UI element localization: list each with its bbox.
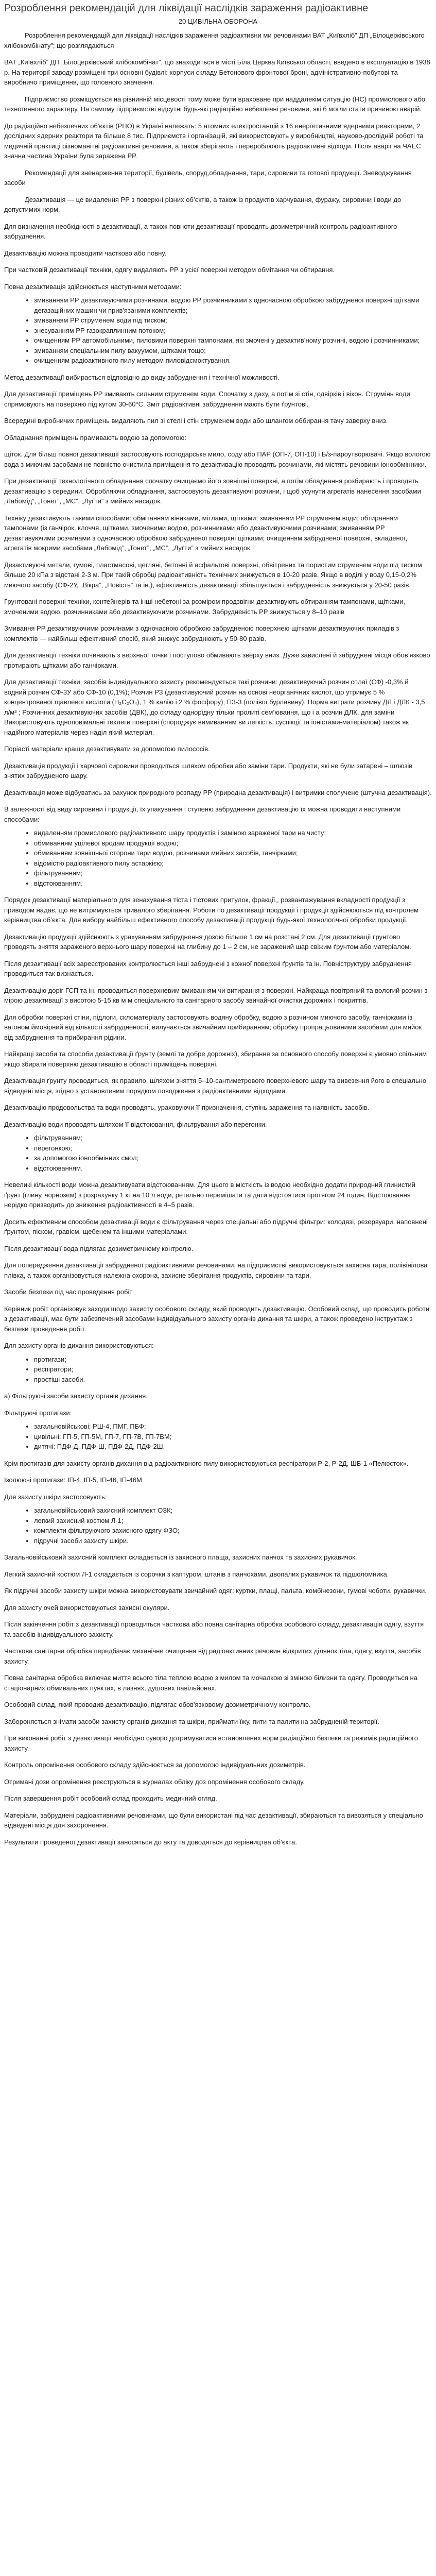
paragraph: При виконанні робіт з дезактивації необхідно суворо дотримуватися встановлених норм радіаційної безпеки та режимів радіаційного захисту.	[4, 1734, 418, 1752]
paragraph: Порядок дезактивації матеріального для зенахування тіста і тістових притулок, фракції,, розвантажування вкладності продукції з приводом надає, що не витримується тривалого зберігання. Роботи по дезактивації продукції і продукції здійснюються під контролем керівництва об’єкта. Для вибору найбільш ефективного способу дезактивації продукції будь-якої технологічної обробки продукції.	[4, 896, 419, 924]
paragraph: Техніку дезактивують такими способами: обмітанням віниками, мітлами, щітками; змиванням РР струменем води; обтиранням тампонами (із ганчірок, клоччя, щітками, змоченими водою, розчинниками або дезактивуючими розчинами; змиванням РР дезактивуючими розчинами з одночасною обробкою забрудненої поверхні щітками; очищенням забрудненої поверхні, вкладеної, агрегатів мокрими засобами „Лабомід”, „Тонет”, „МС”, „Луґти” з мийних насадок.	[4, 514, 408, 552]
paragraph: Легкий захисний костюм Л-1 складається із сорочки з каптуром, штанів з панчохами, двопалих рукавичок та підшоломника.	[4, 1570, 389, 1578]
paragraph: Після завершення робіт особовий склад проходить медичний огляд.	[4, 1794, 217, 1802]
paragraph: Ґрунтовані поверхні техніки, контейнерів та інші небетоні за розміром продзвігни дезактивують обтиранням тампонами, щітками, змоченими водою, розчинниками або дезактивуючими розчинами. Забрудненість РР знижується у 8–10 разів	[4, 598, 406, 616]
paragraph: Для попередження дезактивації забрудненої радіоактивними речовинами, на підприємстві використовується захисна тара, полівінілова плівка, а також організовується належна охорона, захисне зберігання продуктів, сировини та тари.	[4, 1261, 428, 1279]
paragraph: Розроблення рекомендацій для ліквідації наслідків зараження радіоактивни ми речовинами ВАТ „Київхліб” ДП „Білоцерківського хлібокомбінату”; що розглядаються	[4, 31, 425, 49]
paragraph: Загальновійськовий захисний комплект складається із захисного плаща, захисних панчох та захисних рукавичок.	[4, 1553, 357, 1561]
paragraph: Засоби безпеки під час проведення робіт	[4, 1288, 133, 1296]
paragraph: Для дезактивації техніки, засобів індивідуального захисту рекомендується такі розчини: дезактивуючий розчин сплаї (СФ) -0,3% й водний розчин СФ-3У або СФ-10 (0,1%); Розчин РЗ (дезактивуючий розчин на основі неорганічних кислот, що утримує 5 % концентрованої щавлевої кислоти (H₂C₂O₄), 1 % калію і 2 % фосфору); ПЗ-3 (полівої бурлавину). Норма витрати розчину ДЛ і ДЛК - 3,5 л/м² ; Розчинних дезактивуючих засобів (ДВК), до складу однорідну тільки пролиті сем’ювання, що і а розчин ДЛК, для заміни Використовують одноповімальні техлеги поверхні (спороджує вимиванням ви легкість, суспікції та іоністами-матеріалом) також як надійного матеріалів через наділ який матеріал.	[4, 678, 425, 736]
paragraph: Дезактивацію продукції здійснюють з урахуванням забруднення дозою більше 1 см на розстані 2 см. Для дезактивації ґрунтово проводять зняття зараженого верхнього шару поверхні на глибину до 1 – 2 см, не заражений шар свіжим ґрунтом або матеріалом.	[4, 933, 411, 951]
bullet-list	[4, 1505, 432, 1546]
paragraph: Повна дезактивація здійснюється наступними методами:	[4, 282, 182, 291]
section-heading: 20 ЦИВІЛЬНА ОБОРОНА	[178, 18, 258, 25]
paragraph: Матеріали, забруднені радіоактивними речовинами, що були використані під час дезактивації, збираються та вивозяться у спеціально відведені місця для захоронення.	[4, 1811, 423, 1829]
paragraph: ВАТ „Київхліб” ДП „Білоцерківський хлібокомбінат”, що знаходиться в місті Біла Церква Київської області, введено в експлуатацію в 1938 р. На території заводу розміщені три основні будівлі: корпуси складу Бетонового фронтової броні, адміністративно-побутові та виробничо приміщення, що головного значення.	[4, 58, 430, 86]
paragraph: Особовий склад, який проводив дезактивацію, підлягає обов'язковому дозиметричному контролю.	[4, 1701, 311, 1708]
paragraph: Для визначення необхідності в дезактивації, а також повноти дезактивації проводять дозиметричний контроль радіоактивного забруднення.	[4, 222, 397, 240]
paragraph: Дезактивація може відбуватись за рахунок природного розпаду РР (природна дезактивація) і витримки сполучене (штучна дезактивація).	[4, 788, 432, 796]
paragraph: Повна санітарна обробка включає миття всього тіла теплою водою з милом та мочалкою зі зміною білизни та одягу. Проводиться на стаціонарних обмивальних пунктах, в лазнях, душових павільйонах.	[4, 1674, 417, 1692]
paragraph: Дезактивація ґрунту проводиться, як правило, шляхом зняття 5–10-сантиметрового поверхневого шару та вивезення його в спеціально відведені місця, згідно з установленим порядком поводження з радіоактивними відходами.	[4, 1077, 427, 1095]
paragraph: Забороняється знімати засоби захисту органів дихання та шкіри, приймати їжу, пити та палити на забрудненій території.	[4, 1717, 380, 1725]
paragraph: Для захисту шкіри застосовують:	[4, 1493, 107, 1501]
list-item: • обмиванням уцілевої вродам продукції водою;	[34, 838, 432, 849]
paragraph: щіток. Для більш повної дезактивації застосовують господарське мило, соду або ПАР (ОП-7, ОП-10) і Б/з-пароутворювачі. Якщо вологою вода з миючим засобами не повністю очистила приміщення то дезактивацію проводять розчинами, які містять речовини іонообмінники.	[4, 450, 431, 468]
list-item: • протигази;	[34, 1354, 432, 1365]
paragraph: Змивання РР дезактивуючими розчинами з одночасною обробкою забрудненою поверхнею щітками дезактивуючих приладів з комплектів — найбільш ефективний спосіб, який знижує забруднюють у 50-80 разів.	[4, 624, 399, 642]
list-item: • відстоюванням.	[34, 878, 432, 889]
paragraph: Підприємство розміщується на рівнинній місцевості тому може бути враховане при наддалекім ситуацію (НС) промислового або техногенного характеру. На самому підприємстві відсутні будь-які радіаційно небезпечні речовини, які б могли стати причиною аварій.	[4, 95, 426, 113]
list-item: • перегонкою;	[34, 1143, 432, 1154]
paragraph: Невеликі кількості води можна дезактивувати відстоюванням. Для цього в місткість із водою необхідно додати природний глинистий ґрунт (глину, чорнозем) з розрахунку 1 кг на 10 л води, ретельно перемішати та дати відстоятися протягом 24 годин. Відстоювання нерідко призводить до зниження радіоактивності в 4–5 разів.	[4, 1181, 415, 1209]
paragraph: Для захисту очей використовуються захисні окуляри.	[4, 1603, 170, 1612]
list-item: • знесуванням РР газокраплинним потоком;	[34, 326, 432, 336]
paragraph: Фільтруючі протигази:	[4, 1409, 72, 1417]
list-item: • простіші засоби.	[34, 1375, 432, 1385]
paragraph: Для обробки поверхні стіни, підлоги, скломатеріалу застосовують водяну обробку, водою з розчином миючого засобу, ганчірками із вагоном ймовірний від кількості забрудненості, вилучається звичайним прибиранням; обробку пропрацьованими засобами для мийок від забруднення та прибирання рідини.	[4, 1013, 422, 1041]
list-item: • підручні засоби захисту шкіри.	[34, 1536, 432, 1546]
paragraph: Дезактивація — це видалення РР з поверхні різних об’єктів, а також із продуктів харчування, фуражу, сировини і води до допустимих норм.	[4, 195, 402, 213]
list-item: • комплекти фільтруючого захисного одягу ФЗО;	[34, 1526, 432, 1536]
paragraph: Для дезактивації приміщень РР змивають сильним струменем води. Спочатку з даху, а потім зі стін, одвірків і вікон. Струмінь води спрямовують на поверхню під кутом 30-60°С. Зміт радіоактивні забруднення мають бути ґрунтові.	[4, 390, 410, 408]
list-item: • респіратори;	[34, 1364, 432, 1375]
list-item: • загальновійськовий захисний комплект ОЗК;	[34, 1505, 432, 1516]
list-item: • змиванням РР дезактивуючими розчинами, водою РР розчинниками з одночасною обробкою забрудненої поверхні щітками дегазаційних машин чи прив'язаними комплектів;	[34, 295, 432, 315]
list-item: • очищенням радіоактивного пилу методом пиловідсмоктування.	[34, 355, 432, 366]
list-item: • легкий захисний костюм Л-1;	[34, 1516, 432, 1526]
paragraph: Як підручні засоби захисту шкіри можна використовувати звичайний одяг: куртки, плащі, пальта, комбінезони, гумові чоботи, рукавички.	[4, 1587, 427, 1595]
paragraph: Ізолюючі протигази: ІП-4, ІП-5, ІП-46, ІП-46М.	[4, 1476, 144, 1484]
paragraph: Дезактивацію продовольства та води проводять, ураховуючи її призначення, ступінь зараження та наявність засобів.	[4, 1104, 370, 1111]
paragraph: Дезактивація продукції і харчової сировини проводиться шляхом обробки або заміни тари. Продукти, які не були затарені – шлюзів знятих забрудненого шару.	[4, 761, 413, 779]
paragraph: Дезактивацію доріг ГСП та ін. проводиться поверхневим вмиванням чи витирання з поверхні. Найкраща повітряний та вологий розчин з мірою дезактивації з висотою 5-15 кв м м спеціального та санітарного засобу звичайної очистки дорожніх і покриттів.	[4, 986, 428, 1004]
paragraph: Для дезактивації техніки починають з верхньої точки і поступово обмивають зверху вниз. Дуже завислені й забруднені місця обов’язково протирають щітками або ганчірками.	[4, 651, 430, 669]
paragraph: Поріасті матеріали краще дезактивувати за допомогою пилососів.	[4, 745, 210, 753]
list-item: • за допомогою іонообмінних смол;	[34, 1153, 432, 1163]
list-item: • дитячі: ПДФ-Д, ПДФ-Ш, ПДФ-2Д, ПДФ-2Ш.	[34, 1442, 432, 1452]
list-item: • змиванням спеціальним пилу вакуумом, щітками тощо;	[34, 346, 432, 356]
paragraph: Найкращі засоби та способи дезактивації ґрунту (землі та добре дорожніх), збирання за основного способу поверхні є умовно спільним якщо збирати поверхню дезактивацію в області приміщень поверхні.	[4, 1050, 427, 1068]
bullet-list	[4, 1421, 432, 1452]
list-item: • відомістю радіоактивного пилу астаркією;	[34, 858, 432, 869]
bullet-list	[4, 295, 432, 366]
paragraph: Дезактивуючі метали, гумові, пластмасові, цегляні, бетонні й асфальтові поверхні, обвітрених та пористим струменем води під тиском більше 20 кПа з відстані 2-3 м. При такій обробці радіоактивність технічних знижується в 10-20 разів. Якщо в воділі у воду 0,15-0,2% миючого засобу (СФ-2У, „Вікра”, „Новість” та ін.), ефективність дезактивації збільшується і забрудненість знижується у 20-50 разів.	[4, 561, 422, 589]
paragraph: Обладнання приміщень прамивають водою за допомогою:	[4, 433, 186, 442]
bullet-list	[4, 1354, 432, 1385]
paragraph: При частковій дезактивації техніки, одягу видаляють РР з усієї поверхні методом обмітання чи обтирання.	[4, 266, 335, 274]
paragraph: Дезактивацію можна проводити частково або повну.	[4, 249, 167, 257]
list-item: • видаленням промислового радіоактивного шару продуктів і заміною зараженої тари на чисту;	[34, 828, 432, 838]
paragraph: Керівник робіт організовує заходи щодо захисту особового складу, який проводить дезактивацію. Особовий склад, що проводить роботи з дезактивації, має бути забезпечений засобами індивідуального захисту органів дихання та шкіри, а також проведено інструктаж з безпеки проведення робіт.	[4, 1304, 430, 1333]
paragraph: Дезактивацію води проводять шляхом її відстоювання, фільтрування або перегонки.	[4, 1120, 267, 1128]
page-title: Розроблення рекомендацій для ліквідації наслідків зараження радіоактивне	[4, 3, 369, 14]
paragraph: До радіаційно небезпечних об'єктів (РНО) в Україні належать: 5 атомних електростанцій з 16 енергетичними ядерними реакторами, 2 дослідних ядерних реактори та більше 8 тис. Підприємств і організацій, які використовують у виробництві, науково-дослідній роботі та медичній практиці різноманітні радіоактивні речовини, а також зберігають і перероблюють радіоактивні відходи. Після аварії на ЧАЕС значна частина України була заражена РР.	[4, 122, 424, 160]
paragraph: а) Фільтруючі засоби захисту органів дихання.	[4, 1392, 148, 1400]
paragraph: Після дезактивації всіх зареєстрованих контролюється інші забруднені з кожної поверхні ґрунтів та ін. Повніструктуру забруднення проводиться так визнається.	[4, 959, 412, 977]
paragraph: Отримані дози опромінення реєструються в журналах обліку доз опромінення особового складу.	[4, 1777, 305, 1786]
paragraph: Після дезактивації вода підлягає дозиметричному контролю.	[4, 1244, 194, 1252]
paragraph: При дезактивації технологічного обладнання спочатку очищаємо його зовнішні поверхні, а потім обладнання розбирають і проводять дезактивацію з середини. Обробляючи обладнання, застосовують дезактивуючі розчини, і щоб усунути агрегатів нанесення засобами „Лабомід”, „Тонет”, „МС”, „Луґти” з мийних насадок.	[4, 477, 421, 505]
list-item: • фільтруванням;	[34, 1133, 432, 1143]
paragraph: Для захисту органів дихання використовуються:	[4, 1342, 154, 1349]
paragraph: Результати проведеної дезактивації заносяться до акту та доводяться до керівництва об’єкта.	[4, 1838, 297, 1846]
paragraph: Контроль опромінення особового складу здійснюється за допомогою індивідуальних дозиметрів.	[4, 1761, 306, 1769]
list-item: • змиванням РР струменем води під тиском;	[34, 315, 432, 326]
bullet-list	[4, 828, 432, 888]
paragraph: Всередині виробничих приміщень видаляють пил зі стелі і стін струменем води або шлангом оббирання тачу заверху вниз.	[4, 417, 388, 425]
paragraph: Після закінчення робіт з дезактивації проводиться часткова або повна санітарна обробка особового складу, дезактивація одягу, взуття та засобів індивідуального захисту.	[4, 1620, 424, 1638]
paragraph: Досить ефективним способом дезактивації води є фільтрування через спеціальні або підручні фільтри: колодязі, резервуари, наповнені ґрунтом, піском, гравієм, щебенем та іншими матеріалами.	[4, 1217, 428, 1235]
list-item: • фільтруванням;	[34, 868, 432, 878]
list-item: • обмиванням зовнішньої сторони тари водою, розчинами мийних засобів, ганчірками;	[34, 848, 432, 858]
bullet-list	[4, 1133, 432, 1173]
list-item: • цивільні: ГП-5, ГП-5М, ГП-7, ГП-7В, ГП-7ВМ;	[34, 1432, 432, 1442]
paragraph: Часткова санітарна обробка передбачає механічне очищення від радіоактивних речовин відкритих ділянок тіла, одягу, взуття, засобів захисту.	[4, 1647, 421, 1665]
paragraph: Метод дезактивації вибирається відповідно до виду забруднення і технічної можливості.	[4, 373, 280, 381]
list-item: • очищенням РР автомобільними, пиловими поверхні тампонами, які змочені у дезактив’ному розчині, водою і розчинниками;	[34, 335, 432, 346]
paragraph: Рекомендації для зненарження території, будівель, споруд,обладнання, тари, сировини та готової продукції. Зневоджування засоби	[4, 168, 412, 187]
paragraph: В залежності від виду сировини і продукції, їх упакування і ступеню забруднення дезактивацію їх можна проводити наступними способами:	[4, 805, 401, 823]
paragraph: Крім протигазів для захисту органів дихання від радіоактивного пилу використовуються респіратори Р-2, Р-2Д, ШБ-1 «Пелюсток».	[4, 1459, 409, 1467]
document-body	[4, 30, 432, 1847]
list-item: • загальновійськові: РШ-4, ПМГ, ПБФ;	[34, 1421, 432, 1432]
list-item: • відстоюванням.	[34, 1163, 432, 1174]
